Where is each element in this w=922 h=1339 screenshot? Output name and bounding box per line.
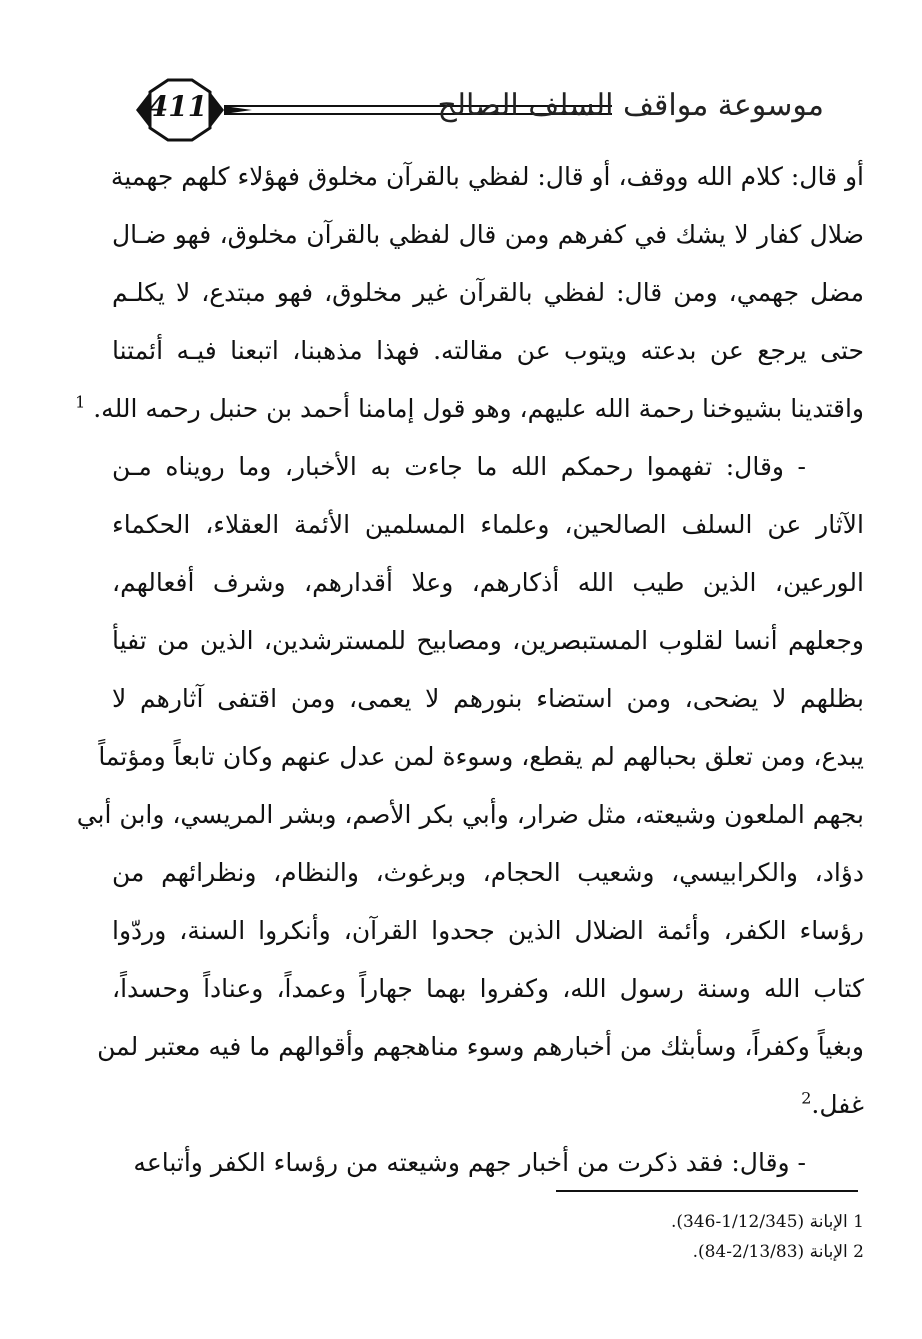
text-line: وجعلهم أنسا لقلوب المستبصرين، ومصابيح للمسترشدين، الذين من تفيأ <box>112 626 864 655</box>
body-text <box>75 148 864 1192</box>
page-number: 411 <box>148 90 208 123</box>
footnote-separator <box>556 1190 858 1192</box>
text-line: بجهم الملعون وشيعته، مثل ضرار، وأبي بكر الأصم، وبشر المريسي، وابن أبي <box>76 800 864 829</box>
page-header <box>112 70 824 150</box>
text-line: يبدع، ومن تعلق بحبالهم لم يقطع، وسوءة لمن عدل عنهم وكان تابعاً ومؤتماً <box>98 742 864 771</box>
text-line: رؤساء الكفر، وأئمة الضلال الذين جحدوا القرآن، وأنكروا السنة، وردّوا <box>112 916 864 945</box>
text-line: مضل جهمي، ومن قال: لفظي بالقرآن غير مخلوق، فهو مبتدع، لا يكلـم <box>112 278 864 307</box>
footnote-ref: 2 <box>801 1088 812 1108</box>
footnotes <box>364 1207 864 1267</box>
text-line: أو قال: كلام الله ووقف، أو قال: لفظي بالقرآن مخلوق فهؤلاء كلهم جهمية <box>110 162 864 191</box>
text-line: - وقال: تفهموا رحمكم الله ما جاءت به الأخبار، وما رويناه مـن <box>112 452 806 481</box>
text-line: ضلال كفار لا يشك في كفرهم ومن قال لفظي بالقرآن مخلوق، فهو ضـال <box>112 220 864 249</box>
text-line: بظلهم لا يضحى، ومن استضاء بنورهم لا يعمى، ومن اقتفى آثارهم لا <box>112 684 864 713</box>
footnote: 2 الإبانة (2/13/83-84). <box>692 1242 864 1262</box>
footnote-ref: 1 <box>75 392 86 412</box>
text-line: الورعين، الذين طيب الله أذكارهم، وعلا أقدارهم، وشرف أفعالهم، <box>112 568 864 597</box>
text-line: دؤاد، والكرابيسي، وشعيب الحجام، وبرغوث، والنظام، ونظرائهم من <box>112 858 864 887</box>
text-line: حتى يرجع عن بدعته ويتوب عن مقالته. فهذا مذهبنا، اتبعنا فيـه أئمتنا <box>112 336 864 365</box>
text-line: الآثار عن السلف الصالحين، وعلماء المسلمين الأئمة العقلاء، الحكماء <box>112 510 864 539</box>
text-line: غفل.$^2$ <box>801 1088 864 1119</box>
running-title: موسوعة مواقف السلف الصالح <box>437 88 824 123</box>
text-line: - وقال: فقد ذكرت من أخبار جهم وشيعته من رؤساء الكفر وأتباعه <box>133 1148 806 1177</box>
text-line: واقتدينا بشيوخنا رحمة الله عليهم، وهو قول إمامنا أحمد بن حنبل رحمه الله. $^1$ <box>75 392 864 423</box>
footnote: 1 الإبانة (1/12/345-346). <box>670 1212 864 1232</box>
text-line: كتاب الله وسنة رسول الله، وكفروا بهما جهاراً وعمداً، وعناداً وحسداً، <box>112 974 864 1003</box>
text-line: وبغياً وكفراً، وسأبثك من أخبارهم وسوء مناهجهم وأقوالهم ما فيه معتبر لمن <box>97 1032 864 1061</box>
